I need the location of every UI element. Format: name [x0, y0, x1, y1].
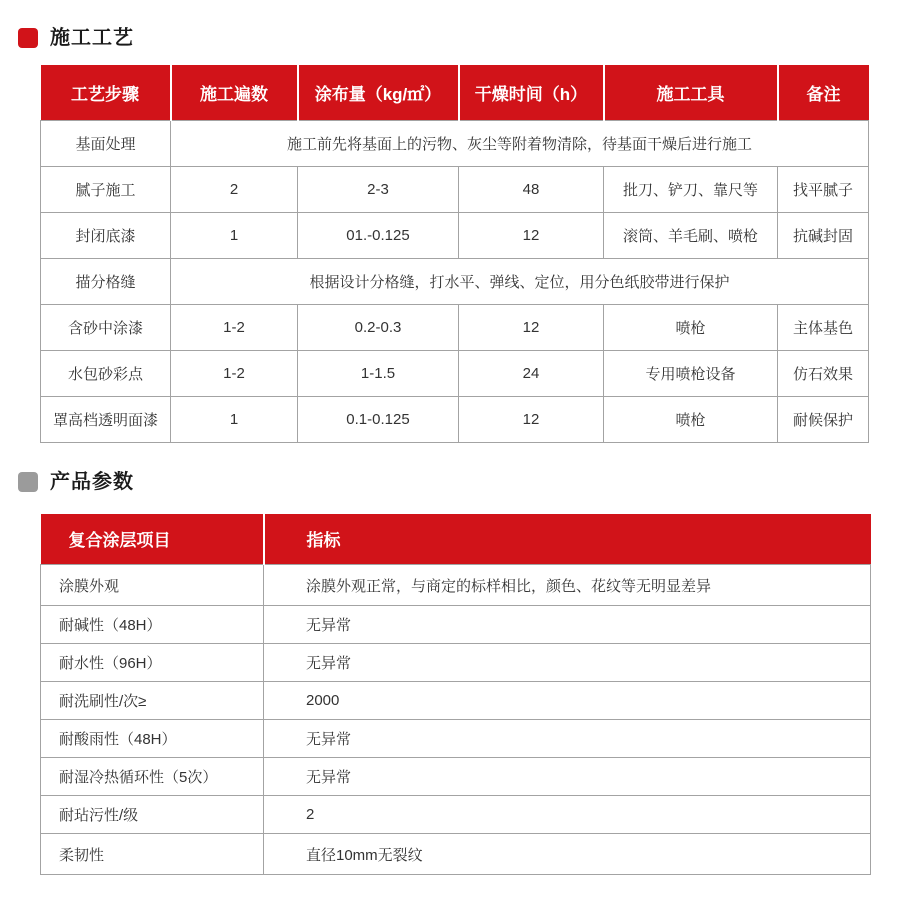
table-row: [41, 682, 871, 720]
cell-step: 基面处理: [41, 120, 171, 166]
col-header-process-step: 工艺步骤: [41, 65, 171, 120]
section-header-construction: [18, 26, 910, 50]
cell-indicator: 2000: [264, 682, 871, 720]
section-title-construction: 施工工艺: [50, 27, 134, 49]
cell-drying-time: 12: [459, 396, 604, 442]
table-row: [41, 350, 869, 396]
table-row: [41, 758, 871, 796]
cell-merged-note: 根据设计分格缝，打水平、弹线、定位，用分色纸胶带进行保护: [171, 258, 869, 304]
table-row: [41, 304, 869, 350]
cell-indicator: 直径10mm无裂纹: [264, 834, 871, 875]
cell-item: 耐洗刷性/次≥: [41, 682, 264, 720]
cell-item: 涂膜外观: [41, 565, 264, 606]
cell-remarks: 仿石效果: [778, 350, 869, 396]
cell-tools: 喷枪: [604, 304, 778, 350]
cell-step: 封闭底漆: [41, 212, 171, 258]
table-row: [41, 396, 869, 442]
cell-coating-amount: 0.1-0.125: [298, 396, 459, 442]
cell-passes: 2: [171, 166, 298, 212]
cell-step: 含砂中涂漆: [41, 304, 171, 350]
cell-remarks: 找平腻子: [778, 166, 869, 212]
cell-step: 描分格缝: [41, 258, 171, 304]
col-header-tools: 施工工具: [604, 65, 778, 120]
cell-step: 罩高档透明面漆: [41, 396, 171, 442]
cell-indicator: 无异常: [264, 720, 871, 758]
table-row: [41, 120, 869, 166]
table-row: [41, 834, 871, 875]
cell-indicator: 无异常: [264, 644, 871, 682]
table-row: [41, 166, 869, 212]
cell-remarks: 耐候保护: [778, 396, 869, 442]
table-row: [41, 565, 871, 606]
col-header-remarks: 备注: [778, 65, 869, 120]
table-row: [41, 720, 871, 758]
cell-drying-time: 12: [459, 212, 604, 258]
table-row: [41, 258, 869, 304]
col-header-drying-time: 干燥时间（h）: [459, 65, 604, 120]
cell-item: 耐酸雨性（48H）: [41, 720, 264, 758]
cell-step: 水包砂彩点: [41, 350, 171, 396]
cell-item: 耐水性（96H）: [41, 644, 264, 682]
cell-indicator: 涂膜外观正常，与商定的标样相比，颜色、花纹等无明显差异: [264, 565, 871, 606]
cell-step: 腻子施工: [41, 166, 171, 212]
cell-passes: 1: [171, 396, 298, 442]
table-header-row: [41, 65, 869, 120]
cell-item: 耐玷污性/级: [41, 796, 264, 834]
cell-tools: 喷枪: [604, 396, 778, 442]
table-row: [41, 796, 871, 834]
cell-drying-time: 48: [459, 166, 604, 212]
cell-coating-amount: 01.-0.125: [298, 212, 459, 258]
table-row: [41, 644, 871, 682]
cell-coating-amount: 2-3: [298, 166, 459, 212]
cell-coating-amount: 1-1.5: [298, 350, 459, 396]
gray-square-bullet-icon: [18, 472, 38, 492]
cell-tools: 滚筒、羊毛刷、喷枪: [604, 212, 778, 258]
construction-process-table: [40, 65, 869, 443]
table-header-row: [41, 514, 871, 565]
red-square-bullet-icon: [18, 28, 38, 48]
cell-passes: 1: [171, 212, 298, 258]
cell-item: 柔韧性: [41, 834, 264, 875]
cell-indicator: 2: [264, 796, 871, 834]
cell-indicator: 无异常: [264, 758, 871, 796]
table-row: [41, 212, 869, 258]
cell-merged-note: 施工前先将基面上的污物、灰尘等附着物清除，待基面干燥后进行施工: [171, 120, 869, 166]
cell-item: 耐碱性（48H）: [41, 606, 264, 644]
cell-remarks: 主体基色: [778, 304, 869, 350]
col-header-passes: 施工遍数: [171, 65, 298, 120]
cell-passes: 1-2: [171, 304, 298, 350]
cell-tools: 专用喷枪设备: [604, 350, 778, 396]
cell-drying-time: 12: [459, 304, 604, 350]
cell-tools: 批刀、铲刀、靠尺等: [604, 166, 778, 212]
section-header-parameters: [18, 470, 910, 494]
col-header-coating-item: 复合涂层项目: [41, 514, 264, 565]
col-header-indicator: 指标: [264, 514, 871, 565]
cell-remarks: 抗碱封固: [778, 212, 869, 258]
cell-item: 耐湿冷热循环性（5次）: [41, 758, 264, 796]
cell-passes: 1-2: [171, 350, 298, 396]
cell-drying-time: 24: [459, 350, 604, 396]
section-title-parameters: 产品参数: [50, 470, 134, 493]
col-header-coating-amount: 涂布量（kg/㎡）: [298, 65, 459, 120]
cell-indicator: 无异常: [264, 606, 871, 644]
table-row: [41, 606, 871, 644]
product-parameters-table: [40, 514, 871, 876]
cell-coating-amount: 0.2-0.3: [298, 304, 459, 350]
